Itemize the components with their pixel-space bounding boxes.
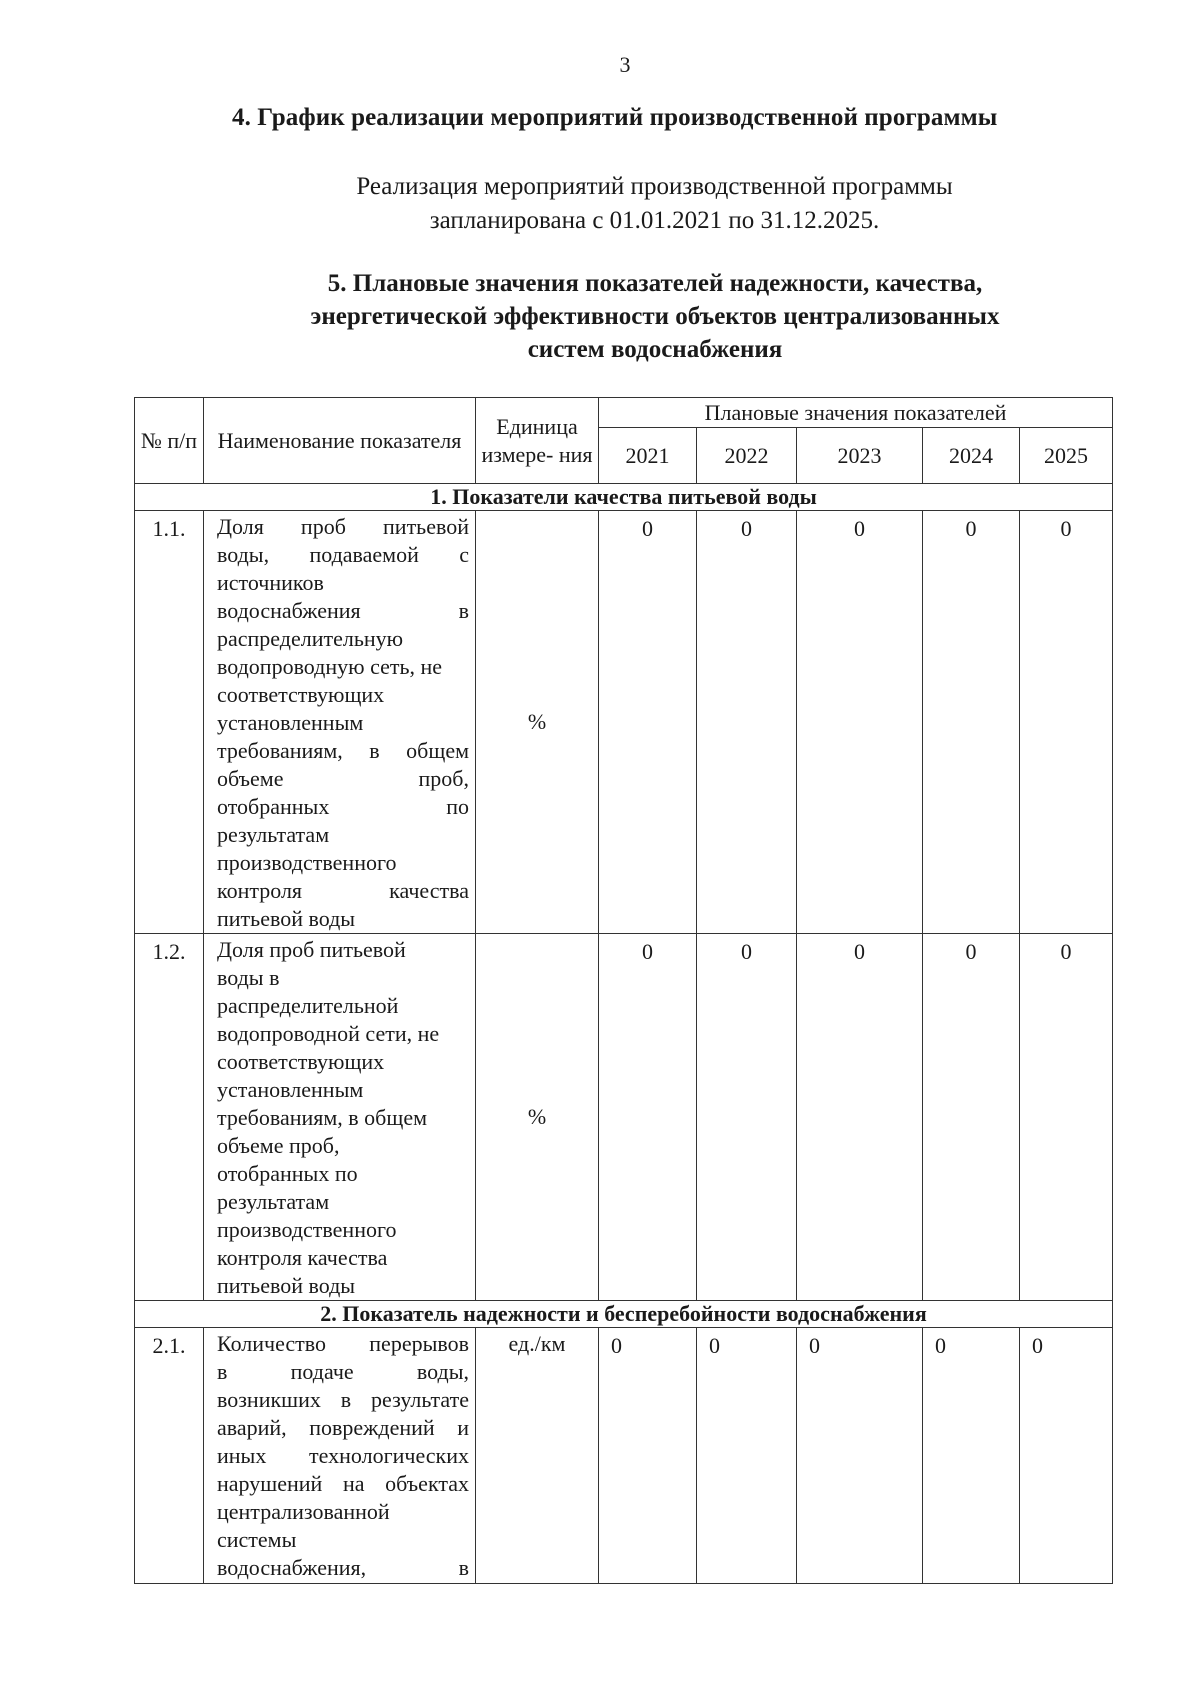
group-row [135, 1301, 1113, 1328]
row-name [204, 934, 476, 1301]
row-value: 0 [923, 1328, 1020, 1584]
name-line: установленным [217, 1077, 364, 1102]
name-line: объеме проб, [217, 1133, 340, 1158]
row-value: 0 [1020, 1328, 1113, 1584]
name-line: Доля проб питьевой [217, 514, 469, 539]
name-line: отобранных по [217, 1161, 358, 1186]
section-5-title-line: энергетической эффективности объектов централизованных [310, 303, 1000, 330]
name-line: контроля качества [217, 1245, 388, 1270]
header-name: Наименование показателя [204, 398, 476, 484]
table-row [135, 1328, 1113, 1584]
section-5-title [225, 267, 1085, 366]
header-year: 2022 [697, 428, 797, 484]
row-value: 0 [797, 1328, 923, 1584]
section-5-title-line: систем водоснабжения [527, 336, 783, 363]
name-line: результатам [217, 1189, 330, 1214]
name-line: соответствующих [217, 1049, 385, 1074]
header-year: 2024 [923, 428, 1020, 484]
name-line: питьевой воды [217, 1273, 356, 1298]
name-line: питьевой воды [217, 906, 356, 931]
row-name [204, 1328, 476, 1584]
name-line: распределительную [217, 626, 404, 651]
name-line: контроля качества [217, 878, 469, 903]
name-line: источников [217, 570, 324, 595]
indicators-table [134, 397, 1113, 1584]
row-value: 0 [923, 934, 1020, 1301]
name-line: иных технологических [217, 1443, 469, 1468]
row-value: 0 [1020, 934, 1113, 1301]
table-row [135, 934, 1113, 1301]
name-line: водопроводной сети, не [217, 1021, 440, 1046]
page-number: 3 [619, 52, 631, 77]
section-4-title: 4. График реализации мероприятий производственной программы [232, 104, 998, 131]
row-unit: % [476, 511, 599, 934]
row-value: 0 [797, 511, 923, 934]
row-name [204, 511, 476, 934]
row-value: 0 [697, 1328, 797, 1584]
name-line: результатам [217, 822, 330, 847]
group-title: 2. Показатель надежности и бесперебойности водоснабжения [135, 1301, 1113, 1328]
table-row [135, 511, 1113, 934]
name-line: отобранных по [217, 794, 469, 819]
header-unit: Единица измере- ния [476, 398, 599, 484]
name-line: Количество перерывов [217, 1331, 469, 1356]
row-unit: % [476, 934, 599, 1301]
row-value: 0 [697, 511, 797, 934]
name-line: возникших в результате [217, 1387, 469, 1412]
row-value: 0 [697, 934, 797, 1301]
section-5-title-line: 5. Плановые значения показателей надежности, качества, [327, 270, 983, 297]
row-num: 1.2. [135, 934, 204, 1301]
row-value: 0 [1020, 511, 1113, 934]
row-num: 2.1. [135, 1328, 204, 1584]
group-title: 1. Показатели качества питьевой воды [135, 484, 1113, 511]
name-line: централизованной [217, 1499, 390, 1524]
name-line: водоснабжения в [217, 598, 469, 623]
header-year: 2021 [599, 428, 697, 484]
name-line: водоснабжения, в [217, 1555, 469, 1580]
name-line: водопроводную сеть, не [217, 654, 443, 679]
group-row [135, 484, 1113, 511]
name-line: установленным [217, 710, 364, 735]
header-row [135, 398, 1113, 428]
header-year: 2025 [1020, 428, 1113, 484]
section-4-text-line: Реализация мероприятий производственной программы [356, 173, 953, 200]
name-line: воды в [217, 965, 280, 990]
row-value: 0 [797, 934, 923, 1301]
name-line: аварий, повреждений и [217, 1415, 469, 1440]
name-line: производственного [217, 850, 397, 875]
header-plan: Плановые значения показателей [599, 398, 1113, 428]
name-line: распределительной [217, 993, 399, 1018]
row-value: 0 [599, 1328, 697, 1584]
section-4-text [232, 170, 1077, 238]
name-line: требованиям, в общем [217, 1105, 427, 1130]
name-line: воды, подаваемой с [217, 542, 469, 567]
name-line: производственного [217, 1217, 397, 1242]
name-line: нарушений на объектах [217, 1471, 469, 1496]
row-unit: ед./км [476, 1328, 599, 1584]
name-line: требованиям, в общем [217, 738, 469, 763]
row-value: 0 [923, 511, 1020, 934]
name-line: системы [217, 1527, 297, 1552]
name-line: Доля проб питьевой [217, 937, 406, 962]
name-line: в подаче воды, [217, 1359, 469, 1384]
header-num: № п/п [135, 398, 204, 484]
header-year: 2023 [797, 428, 923, 484]
name-line: соответствующих [217, 682, 385, 707]
row-value: 0 [599, 511, 697, 934]
name-line: объеме проб, [217, 766, 469, 791]
row-num: 1.1. [135, 511, 204, 934]
section-4-text-line: запланирована с 01.01.2021 по 31.12.2025. [429, 207, 880, 234]
row-value: 0 [599, 934, 697, 1301]
